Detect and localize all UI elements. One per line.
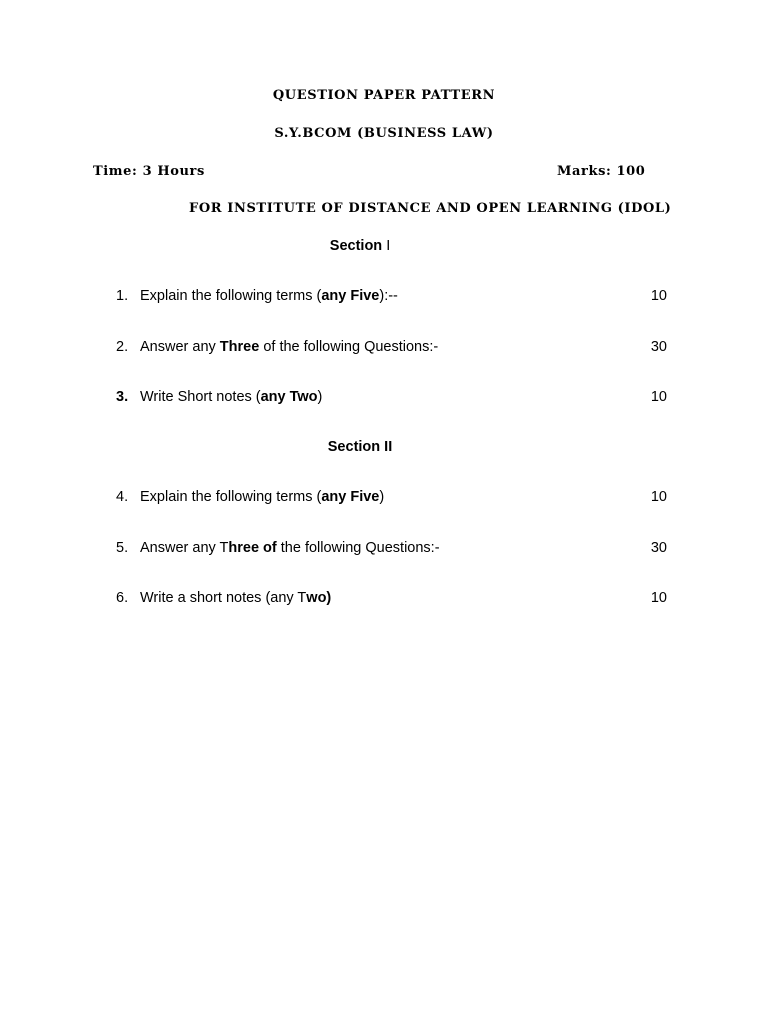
question-row xyxy=(0,540,768,560)
section-numeral: I xyxy=(386,238,391,254)
question-text: Write Short notes (any Two) xyxy=(140,389,323,405)
question-marks: 10 xyxy=(650,389,667,405)
question-row xyxy=(0,590,768,610)
question-number: 4. xyxy=(116,489,129,505)
question-marks: 10 xyxy=(650,288,667,304)
question-text: Explain the following terms (any Five):-- xyxy=(140,288,398,304)
question-number: 5. xyxy=(116,540,129,556)
question-text: Answer any Three of the following Questions:- xyxy=(140,339,439,355)
question-marks: 30 xyxy=(650,540,667,556)
question-row xyxy=(0,489,768,509)
section-label: Section xyxy=(329,238,383,254)
institute-name: FOR INSTITUTE OF DISTANCE AND OPEN LEARNING (IDOL) xyxy=(189,201,672,216)
question-row xyxy=(0,389,768,409)
question-text: Write a short notes (any Two) xyxy=(140,590,332,606)
question-number: 1. xyxy=(116,288,129,304)
section-heading xyxy=(0,439,720,455)
question-number: 3. xyxy=(116,389,129,405)
question-text: Explain the following terms (any Five) xyxy=(140,489,385,505)
question-number: 6. xyxy=(116,590,129,606)
section-label: Section xyxy=(327,439,381,455)
course-name: S.Y.BCOM (BUSINESS LAW) xyxy=(274,126,494,141)
question-marks: 10 xyxy=(650,489,667,505)
exam-marks: Marks: 100 xyxy=(557,164,646,179)
question-number: 2. xyxy=(116,339,129,355)
section-numeral: II xyxy=(384,439,393,455)
question-marks: 30 xyxy=(650,339,667,355)
question-text: Answer any Three of the following Questions:- xyxy=(140,540,440,556)
section-heading xyxy=(0,238,720,254)
paper-title: QUESTION PAPER PATTERN xyxy=(272,88,496,103)
exam-time: Time: 3 Hours xyxy=(93,164,205,179)
question-row xyxy=(0,288,768,308)
question-marks: 10 xyxy=(650,590,667,606)
question-row xyxy=(0,339,768,359)
